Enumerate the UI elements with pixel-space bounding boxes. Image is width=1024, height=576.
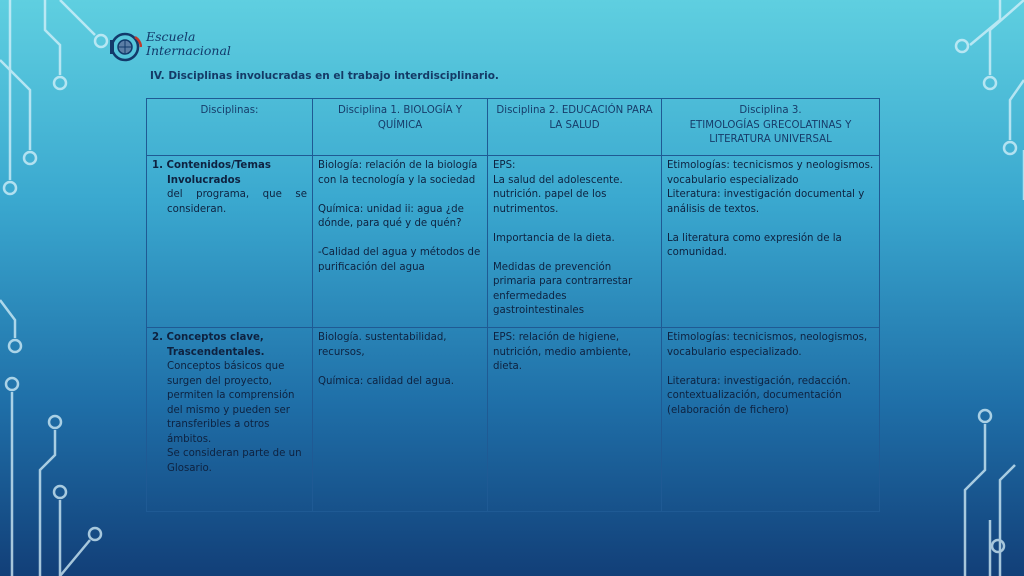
row-1-description: del programa, que se consideran. xyxy=(167,189,307,215)
logo-line-2: Internacional xyxy=(146,43,231,58)
cell-text: Química: unidad ii: agua ¿de dónde, para qué y de quén? xyxy=(318,203,464,229)
row-1-disciplina-3-cell xyxy=(662,156,880,328)
cell-text: Literatura: investigación, redacción. contextualización, documentación (elaboración de fichero) xyxy=(667,375,851,416)
row-2-title-2: Trascendentales. xyxy=(167,346,265,358)
header-disciplina-1: Disciplina 1. BIOLOGÍA Y QUÍMICA xyxy=(313,99,488,156)
school-logo xyxy=(108,30,238,62)
cell-text: EPS: relación de higiene, nutrición, medio ambiente, dieta. xyxy=(493,332,632,372)
row-2-description-2: Se consideran parte de un Glosario. xyxy=(167,448,302,474)
header-3-line-1: Disciplina 3. xyxy=(739,105,802,116)
cell-text: -Calidad del agua y métodos de purificación del agua xyxy=(318,247,481,273)
row-2-disciplina-3-cell xyxy=(662,328,880,512)
globe-logo-icon xyxy=(108,32,142,62)
table-row xyxy=(147,156,880,328)
section-subtitle: IV. Disciplinas involucradas en el trabajo interdisciplinario. xyxy=(150,70,499,82)
disciplines-table xyxy=(146,98,880,512)
row-2-disciplina-2-cell xyxy=(488,328,662,512)
cell-text: Literatura: investigación documental y análisis de textos. xyxy=(667,189,865,215)
cell-text: La literatura como expresión de la comunidad. xyxy=(667,232,842,258)
row-2-header-cell xyxy=(147,328,313,512)
row-1-disciplina-1-cell xyxy=(313,156,488,328)
row-2-title: 2. Conceptos clave, xyxy=(152,332,264,343)
cell-text: Química: calidad del agua. xyxy=(318,375,454,387)
cell-text: Biología: relación de la biología con la tecnología y la sociedad xyxy=(318,160,478,186)
table-header-row xyxy=(147,99,880,156)
header-disciplina-2: Disciplina 2. EDUCACIÓN PARA LA SALUD xyxy=(488,99,662,156)
header-3-line-2: ETIMOLOGÍAS GRECOLATINAS Y LITERATURA UNIVERSAL xyxy=(689,119,852,145)
row-1-title: 1. Contenidos/Temas xyxy=(152,160,271,171)
header-disciplina-3 xyxy=(662,99,880,156)
row-1-disciplina-2-cell xyxy=(488,156,662,328)
logo-line-1: Escuela xyxy=(146,29,196,44)
row-1-title-2: Involucrados xyxy=(167,174,241,186)
row-2-disciplina-1-cell xyxy=(313,328,488,512)
row-1-header-cell xyxy=(147,156,313,328)
cell-text: Importancia de la dieta. xyxy=(493,232,615,244)
cell-text: Biología. sustentabilidad, recursos, xyxy=(318,332,447,358)
cell-text: Etimologías: tecnicismos, neologismos, vocabulario especializado. xyxy=(667,332,868,358)
cell-text: La salud del adolescente. nutrición. papel de los nutrimentos. xyxy=(493,174,623,215)
header-disciplinas: Disciplinas: xyxy=(147,99,313,156)
cell-text: EPS: xyxy=(493,160,516,171)
cell-text: Medidas de prevención primaria para contrarrestar enfermedades gastrointestinales xyxy=(493,261,633,316)
table-row xyxy=(147,328,880,512)
cell-text: Etimologías: tecnicismos y neologismos. vocabulario especializado xyxy=(667,160,874,186)
row-2-description: Conceptos básicos que surgen del proyecto, permiten la comprensión del mismo y pueden ser transferibles a otros ámbitos. xyxy=(167,361,295,445)
